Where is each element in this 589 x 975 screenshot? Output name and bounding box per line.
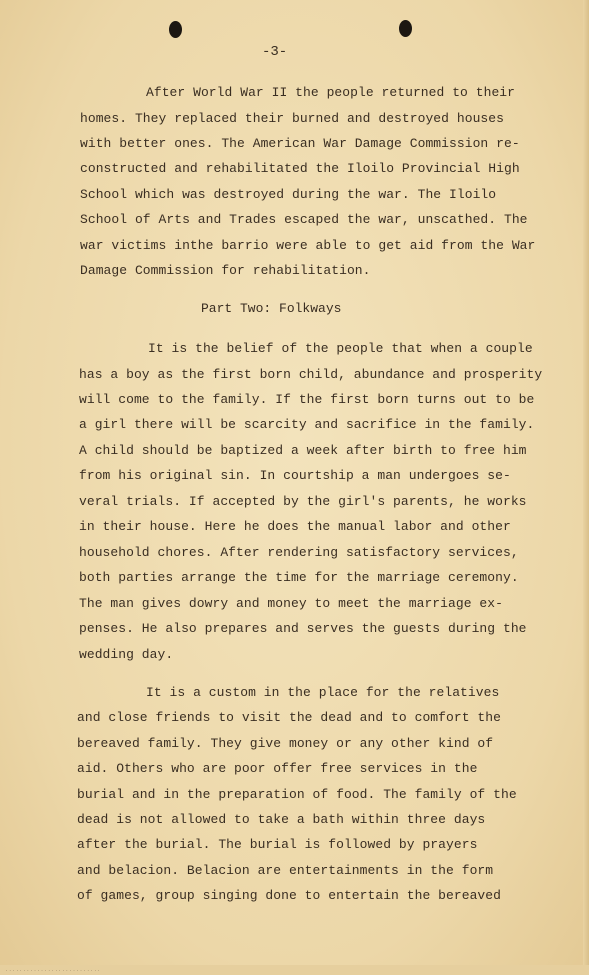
paragraph-line: penses. He also prepares and serves the guests during the — [79, 621, 527, 636]
paragraph-line: with better ones. The American War Damage Commission re- — [80, 136, 520, 151]
paragraph-line: aid. Others who are poor offer free services in the — [77, 761, 478, 776]
paragraph-line: and close friends to visit the dead and to comfort the — [77, 710, 501, 725]
paragraph-line: bereaved family. They give money or any other kind of — [77, 736, 494, 751]
paragraph-line: dead is not allowed to take a bath within three days — [77, 812, 486, 827]
scan-mark: · · · · · · · · · · · · · · · · · · · · · · · · · · · — [6, 968, 100, 973]
paragraph-line: in their house. Here he does the manual labor and other — [79, 519, 511, 534]
paragraph-line: wedding day. — [79, 647, 174, 662]
paragraph-line: of games, group singing done to entertain the bereaved — [77, 888, 501, 903]
paragraph-line: veral trials. If accepted by the girl's parents, he works — [79, 494, 527, 509]
paragraph-line: war victims inthe barrio were able to get aid from the War — [80, 238, 536, 253]
paragraph-line: A child should be baptized a week after birth to free him — [79, 443, 527, 458]
paragraph-line: and belacion. Belacion are entertainments in the form — [77, 863, 494, 878]
paragraph-line: The man gives dowry and money to meet the marriage ex- — [79, 596, 503, 611]
paragraph-line: Damage Commission for rehabilitation. — [80, 263, 371, 278]
paragraph-line: It is a custom in the place for the relatives — [146, 685, 500, 700]
paragraph-line: School of Arts and Trades escaped the war, unscathed. The — [80, 212, 528, 227]
paragraph-line: School which was destroyed during the war. The Iloilo — [80, 187, 497, 202]
paragraph-line: a girl there will be scarcity and sacrifice in the family. — [79, 417, 535, 432]
binder-hole-left — [169, 21, 182, 38]
page-edge — [583, 0, 589, 975]
paragraph-line: After World War II the people returned to their — [146, 85, 516, 100]
paragraph-line: has a boy as the first born child, abundance and prosperity — [79, 367, 543, 382]
paragraph-line: burial and in the preparation of food. The family of the — [77, 787, 517, 802]
paragraph-line: It is the belief of the people that when a couple — [148, 341, 533, 356]
paragraph-line: household chores. After rendering satisfactory services, — [79, 545, 519, 560]
paragraph-line: both parties arrange the time for the marriage ceremony. — [79, 570, 519, 585]
page-number: -3- — [262, 44, 288, 60]
paragraph-line: after the burial. The burial is followed by prayers — [77, 837, 478, 852]
paragraph-line: homes. They replaced their burned and destroyed houses — [80, 111, 504, 126]
paragraph-line: will come to the family. If the first born turns out to be — [79, 392, 535, 407]
paragraph-line: from his original sin. In courtship a man undergoes se- — [79, 468, 511, 483]
section-heading: Part Two: Folkways — [201, 301, 342, 316]
binder-hole-right — [399, 20, 412, 37]
paragraph-line: constructed and rehabilitated the Iloilo Provincial High — [80, 161, 520, 176]
